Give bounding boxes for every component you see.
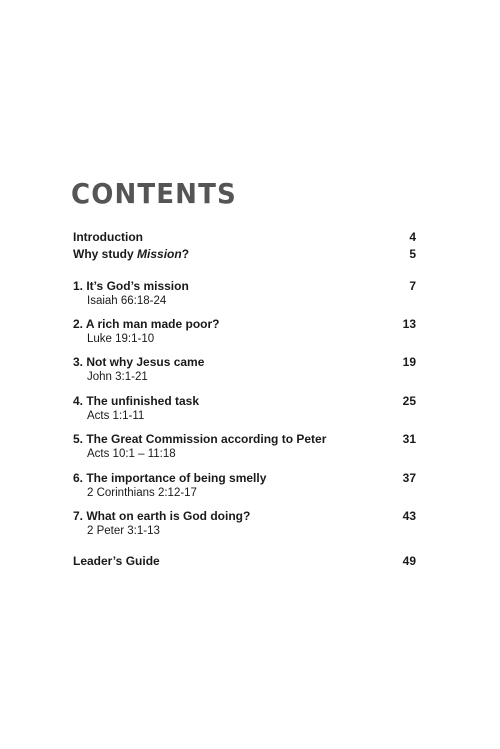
toc-entry-title: 6. The importance of being smelly [73, 471, 267, 485]
toc-entry-title: Introduction [73, 230, 143, 244]
toc-page-number: 25 [402, 394, 416, 408]
toc-entry-why-study-mission[interactable] [73, 247, 416, 262]
toc-entry-study-7[interactable] [73, 509, 416, 538]
toc-entry-title: 2. A rich man made poor? [73, 317, 220, 331]
toc-entry-study-1[interactable] [73, 279, 416, 308]
toc-entry-title: 4. The unfinished task [73, 394, 200, 408]
bible-reference: Acts 10:1 – 11:18 [87, 448, 176, 460]
bible-reference: Luke 19:1-10 [87, 333, 155, 345]
toc-entry-study-2[interactable] [73, 317, 416, 346]
toc-entry-introduction[interactable] [73, 230, 416, 245]
toc-entry-leaders-guide[interactable] [73, 554, 416, 569]
toc-entry-title: Why study Mission? [73, 247, 190, 261]
bible-reference: Isaiah 66:18-24 [87, 295, 167, 307]
toc-page-number: 49 [402, 554, 416, 568]
toc-page-number: 7 [409, 279, 416, 293]
toc-entry-title: 1. It’s God’s mission [73, 279, 189, 293]
bible-reference: 2 Corinthians 2:12-17 [87, 487, 197, 499]
toc-entry-title: 3. Not why Jesus came [73, 355, 205, 369]
bible-reference: 2 Peter 3:1-13 [87, 525, 160, 537]
toc-entry-title: Leader’s Guide [73, 554, 160, 568]
toc-entry-study-5[interactable] [73, 432, 416, 461]
toc-page-number: 37 [402, 471, 416, 485]
toc-page-number: 4 [409, 230, 416, 244]
bible-reference: Acts 1:1-11 [87, 410, 145, 422]
toc-page-number: 13 [402, 317, 416, 331]
toc-page-number: 31 [402, 432, 416, 446]
bible-reference: John 3:1-21 [87, 371, 148, 383]
toc-page-number: 43 [402, 509, 416, 523]
toc-page-number: 5 [409, 247, 416, 261]
toc-entry-study-6[interactable] [73, 471, 416, 500]
page-title: CONTENTS [71, 177, 237, 210]
toc-entry-title: 7. What on earth is God doing? [73, 509, 251, 523]
toc-entry-study-3[interactable] [73, 355, 416, 384]
toc-page-number: 19 [402, 355, 416, 369]
toc-entry-study-4[interactable] [73, 394, 416, 423]
toc-entry-title: 5. The Great Commission according to Peter [73, 432, 327, 446]
